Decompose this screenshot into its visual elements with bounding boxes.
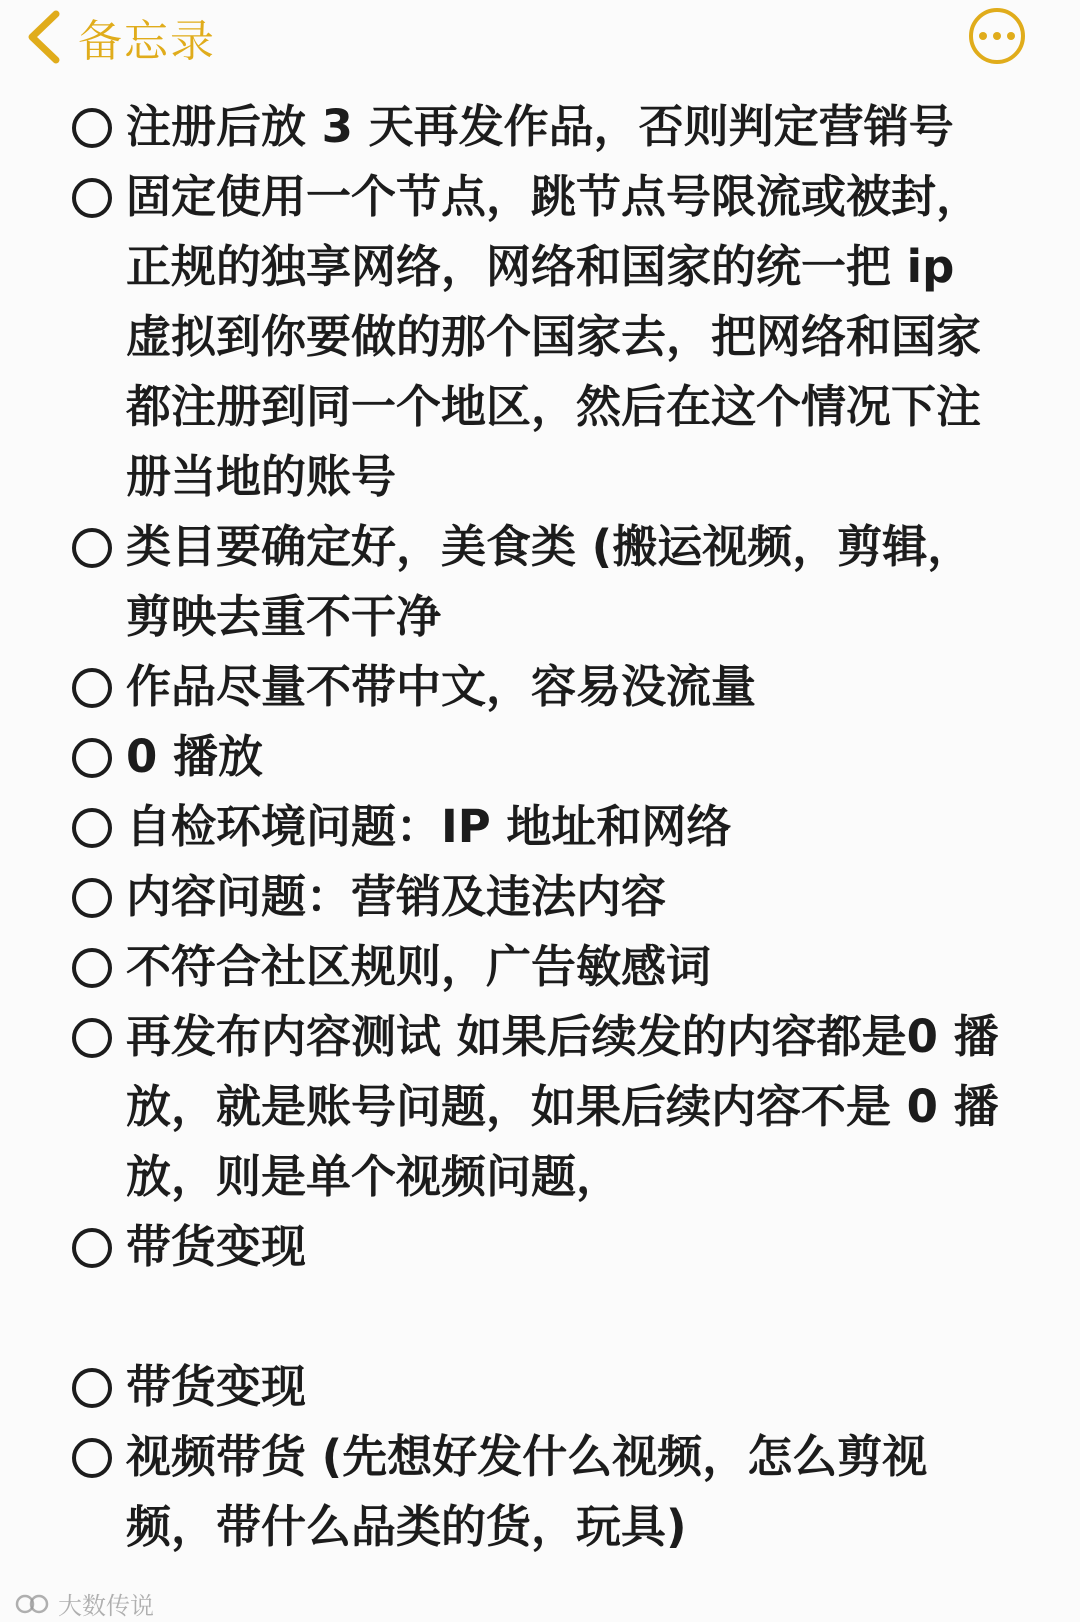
watermark-text: 大数传说 [58,1592,154,1620]
checklist-item [70,1002,1010,1212]
checkbox-circle-icon[interactable] [72,948,112,988]
checkbox-circle-icon[interactable] [72,668,112,708]
back-button[interactable] [18,4,216,70]
checklist-item-text[interactable]: 带货变现 [126,1360,307,1413]
checklist-item-text[interactable]: 再发布内容测试 如果后续发的内容都是0 播放，就是账号问题，如果后续内容不是 0 播放，则是单个视频问题， [126,1010,999,1203]
ellipsis-circle-icon[interactable] [969,8,1025,64]
checklist-item-text[interactable]: 注册后放 3 天再发作品，否则判定营销号 [126,100,954,153]
checkbox-circle-icon[interactable] [72,1368,112,1408]
more-dot [1007,32,1015,40]
checkbox-circle-icon[interactable] [72,1228,112,1268]
checkbox-circle-icon[interactable] [72,1438,112,1478]
back-label: 备忘录 [78,16,216,67]
checklist-item-text[interactable]: 视频带货 (先想好发什么视频，怎么剪视频，带什么品类的货，玩具) [126,1430,928,1553]
checkbox-circle-icon[interactable] [72,1018,112,1058]
more-dot [993,32,1001,40]
note-body [70,92,1010,1562]
checklist-item [70,722,1010,792]
checklist-item-text[interactable]: 作品尽量不带中文，容易没流量 [126,660,757,713]
navigation-bar [0,0,1080,80]
checklist-item-text[interactable]: 固定使用一个节点，跳节点号限流或被封，正规的独享网络，网络和国家的统一把 ip 虚拟到你要做的那个国家去，把网络和国家都注册到同一个地区，然后在这个情况下注册当地的账号 [126,170,982,503]
checklist-item [70,652,1010,722]
checklist-item-text[interactable]: 不符合社区规则，广告敏感词 [126,940,712,993]
checklist-item [70,1422,1010,1562]
checkbox-circle-icon[interactable] [72,528,112,568]
checklist-item-text[interactable]: 0 播放 [126,730,263,783]
checklist-item [70,862,1010,932]
checklist-item [70,792,1010,862]
checkbox-circle-icon[interactable] [72,878,112,918]
checklist-item [70,162,1010,512]
blank-line [70,1282,1010,1352]
checklist-item-text[interactable]: 类目要确定好，美食类 (搬运视频，剪辑，剪映去重不干净 [126,520,973,643]
chevron-left-icon [18,4,70,70]
checkbox-circle-icon[interactable] [72,808,112,848]
checkbox-circle-icon[interactable] [72,738,112,778]
checkbox-circle-icon[interactable] [72,178,112,218]
watermark [14,1586,154,1621]
checklist-item [70,92,1010,162]
more-dot [979,32,987,40]
checklist-item [70,1212,1010,1282]
checkbox-circle-icon[interactable] [72,108,112,148]
checklist-item [70,512,1010,652]
checklist-item-text[interactable]: 内容问题：营销及违法内容 [126,870,667,923]
checklist-item-text[interactable]: 自检环境问题：IP 地址和网络 [126,800,732,853]
checklist-item [70,932,1010,1002]
checklist-item-text[interactable]: 带货变现 [126,1220,307,1273]
checklist-item [70,1352,1010,1422]
watermark-logo-icon [14,1593,50,1615]
